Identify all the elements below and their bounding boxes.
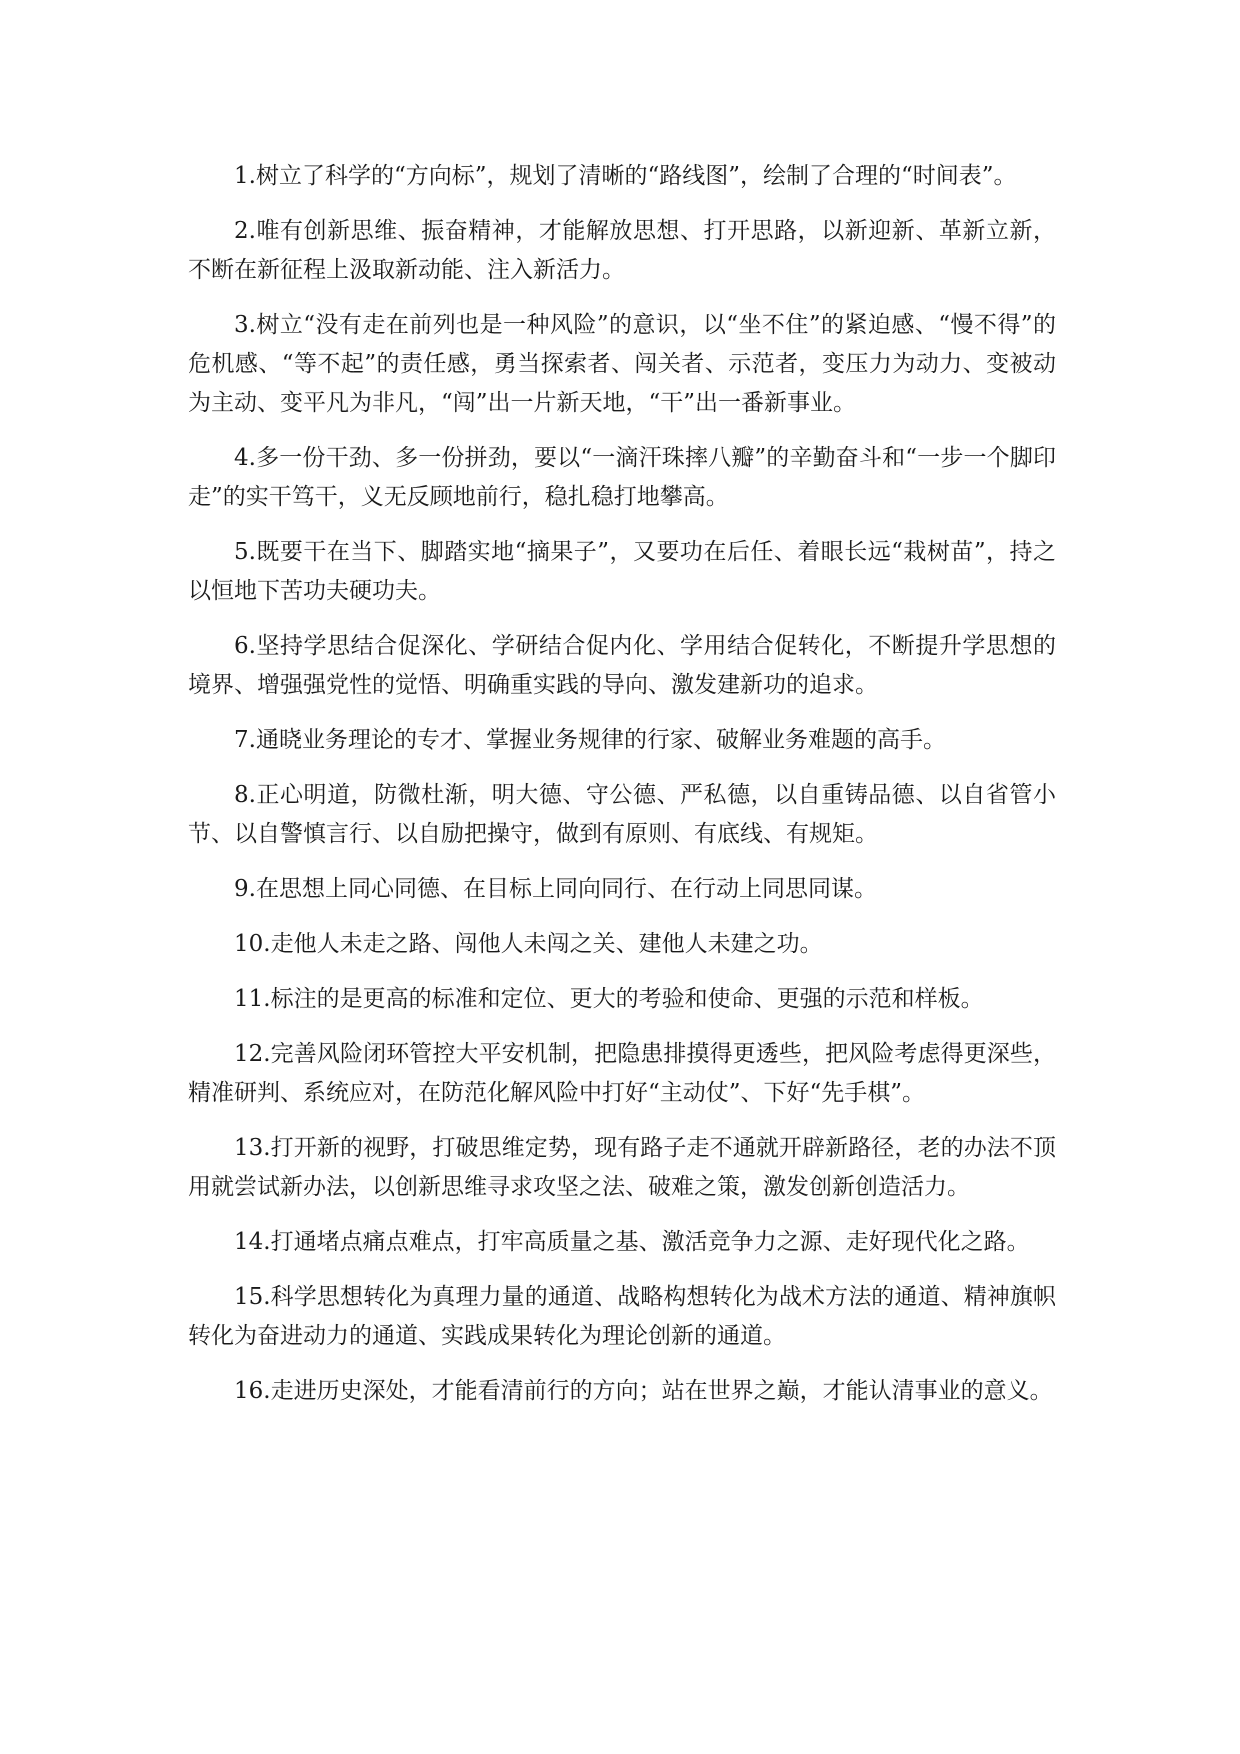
paragraph-3: 3.树立“没有走在前列也是一种风险”的意识，以“坐不住”的紧迫感、“慢不得”的危机感、“等不起”的责任感，勇当探索者、闯关者、示范者，变压力为动力、变被动为主动、变平凡为非凡，“闯”出一片新天地，“干”出一番新事业。: [188, 312, 1056, 416]
paragraph-9: 9.在思想上同心同德、在目标上同向同行、在行动上同思同谋。: [234, 876, 877, 902]
paragraph-7: 7.通晓业务理论的专才、掌握业务规律的行家、破解业务难题的高手。: [234, 727, 946, 753]
paragraph-5: 5.既要干在当下、脚踏实地“摘果子”，又要功在后任、着眼长远“栽树苗”，持之以恒地下苦功夫硬功夫。: [188, 539, 1056, 604]
paragraph-8: 8.正心明道，防微杜渐，明大德、守公德、严私德，以自重铸品德、以自省管小节、以自警慎言行、以自励把操守，做到有原则、有底线、有规矩。: [188, 782, 1056, 847]
paragraph-11: 11.标注的是更高的标准和定位、更大的考验和使命、更强的示范和样板。: [234, 986, 984, 1012]
paragraph-2: 2.唯有创新思维、振奋精神，才能解放思想、打开思路，以新迎新、革新立新，不断在新征程上汲取新动能、注入新活力。: [188, 218, 1056, 283]
paragraph-1: 1.树立了科学的“方向标”，规划了清晰的“路线图”，绘制了合理的“时间表”。: [234, 163, 1017, 189]
paragraph-13: 13.打开新的视野，打破思维定势，现有路子走不通就开辟新路径，老的办法不顶用就尝试新办法，以创新思维寻求攻坚之法、破难之策，激发创新创造活力。: [188, 1135, 1056, 1200]
paragraph-12: 12.完善风险闭环管控大平安机制，把隐患排摸得更透些，把风险考虑得更深些，精准研判、系统应对，在防范化解风险中打好“主动仗”、下好“先手棋”。: [188, 1041, 1056, 1106]
paragraph-4: 4.多一份干劲、多一份拼劲，要以“一滴汗珠摔八瓣”的辛勤奋斗和“一步一个脚印走”的实干笃干，义无反顾地前行，稳扎稳打地攀高。: [188, 445, 1056, 510]
document-body: [188, 157, 1056, 1427]
paragraph-16: 16.走进历史深处，才能看清前行的方向；站在世界之巅，才能认清事业的意义。: [234, 1378, 1053, 1404]
paragraph-14: 14.打通堵点痛点难点，打牢高质量之基、激活竞争力之源、走好现代化之路。: [234, 1229, 1030, 1255]
paragraph-15: 15.科学思想转化为真理力量的通道、战略构想转化为战术方法的通道、精神旗帜转化为奋进动力的通道、实践成果转化为理论创新的通道。: [188, 1284, 1056, 1349]
paragraph-6: 6.坚持学思结合促深化、学研结合促内化、学用结合促转化，不断提升学思想的境界、增强强党性的觉悟、明确重实践的导向、激发建新功的追求。: [188, 633, 1056, 698]
paragraph-10: 10.走他人未走之路、闯他人未闯之关、建他人未建之功。: [234, 931, 823, 957]
